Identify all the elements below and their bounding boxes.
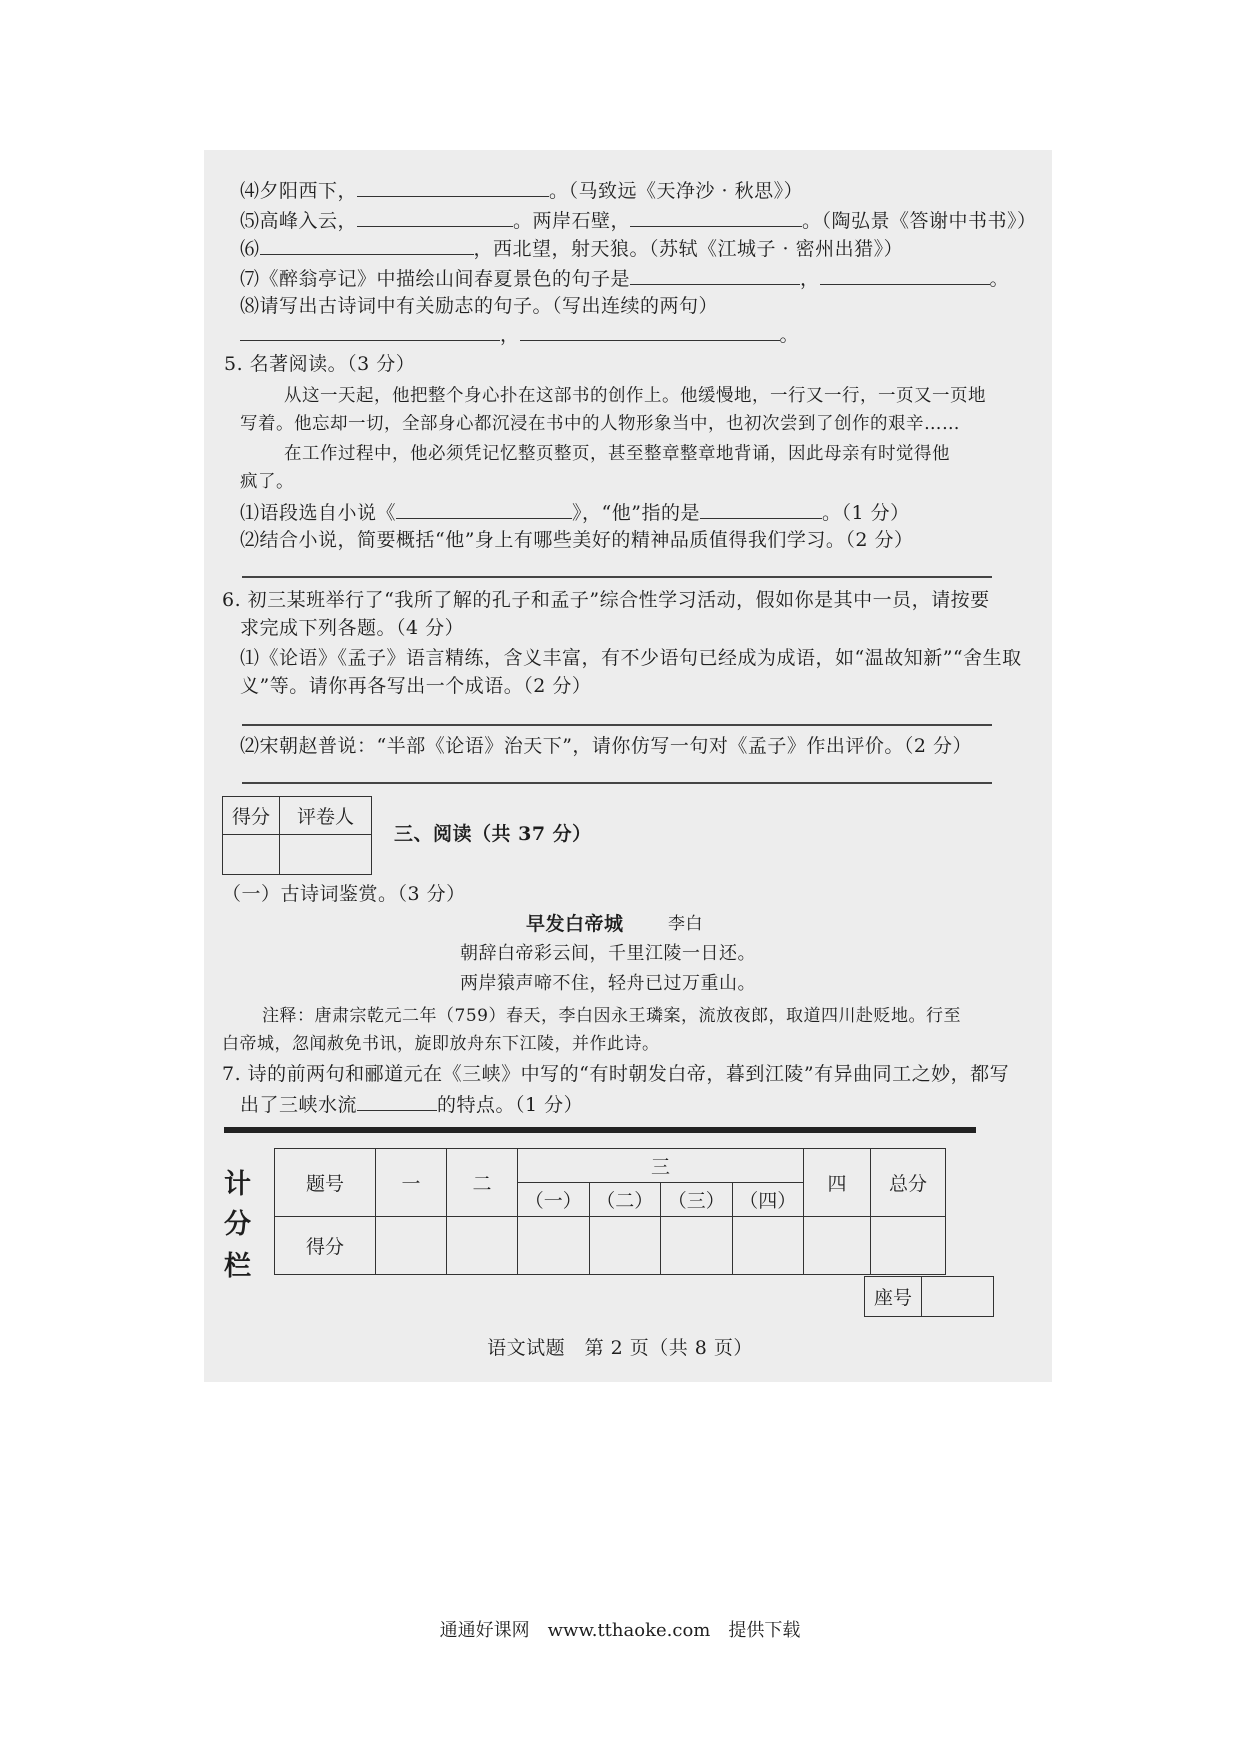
answer-blank[interactable] [357, 1092, 437, 1111]
q7-line1: 7. 诗的前两句和郦道元在《三峡》中写的“有时朝发白帝，暮到江陵”有异曲同工之妙，都写 [222, 1063, 1010, 1085]
seat-number-box [864, 1276, 994, 1317]
text: ⑷夕阳西下， [240, 180, 358, 202]
q5-passage-line: 从这一天起，他把整个身心扑在这部书的创作上。他缓慢地，一行又一行，一页又一页地 [284, 386, 986, 406]
q6-line1: 6. 初三某班举行了“我所了解的孔子和孟子”综合性学习活动，假如你是其中一员，请按要 [222, 589, 990, 611]
poem-line: 两岸猿声啼不住，轻舟已过万重山。 [460, 973, 756, 994]
tally-table [274, 1148, 946, 1275]
tally-score-cell[interactable] [447, 1217, 518, 1275]
tally-row-label: 题号 [275, 1149, 376, 1217]
poem-author: 李白 [668, 914, 703, 934]
score-label: 得分 [223, 797, 280, 835]
tally-score-cell[interactable] [871, 1217, 946, 1275]
text: 。（陶弘景《答谢中书书》） [802, 210, 1037, 232]
answer-blank[interactable] [820, 266, 990, 285]
answer-blank[interactable] [630, 266, 800, 285]
section3-sub1: （一）古诗词鉴赏。（3 分） [222, 883, 466, 905]
q4-line7 [240, 266, 1009, 291]
answer-blank[interactable] [630, 208, 802, 227]
answer-line[interactable] [242, 782, 992, 784]
seat-cell[interactable] [922, 1277, 994, 1317]
answer-line[interactable] [242, 576, 992, 578]
score-cell[interactable] [223, 835, 280, 875]
seat-label: 座号 [865, 1277, 922, 1317]
q5-passage-line: 在工作过程中，他必须凭记忆整页整页，甚至整章整章地背诵，因此母亲有时觉得他 [284, 444, 950, 464]
download-footer: 通通好课网 www.tthaoke.com 提供下载 [439, 1620, 801, 1641]
text: 。（1 分） [821, 502, 910, 524]
tally-side-char: 分 [224, 1209, 251, 1240]
tally-subcol: （一） [518, 1183, 590, 1217]
q7-line2 [240, 1092, 583, 1117]
text: ⑺《醉翁亭记》中描绘山间春夏景色的句子是 [240, 268, 631, 290]
text: 》，“他”指的是 [572, 502, 700, 524]
answer-blank[interactable] [357, 178, 549, 197]
text: ，西北望，射天狼。（苏轼《江城子 · 密州出猎》） [473, 238, 904, 260]
q4-line5 [240, 208, 1037, 233]
score-grader-box [222, 796, 372, 875]
text: ， [800, 268, 820, 290]
answer-blank[interactable] [357, 208, 513, 227]
text: 的特点。（1 分） [437, 1094, 584, 1116]
tally-score-cell[interactable] [518, 1217, 590, 1275]
tally-row-label: 得分 [275, 1217, 376, 1275]
tally-score-cell[interactable] [589, 1217, 661, 1275]
q6-sub1-line1: ⑴《论语》《孟子》语言精练，含义丰富，有不少语句已经成为成语，如“温故知新”“舍生取 [240, 647, 1022, 669]
tally-col: 总分 [871, 1149, 946, 1217]
poem-title: 早发白帝城 [526, 913, 624, 935]
answer-line[interactable] [242, 724, 992, 726]
tally-score-cell[interactable] [661, 1217, 733, 1275]
q5-passage-line: 写着。他忘却一切，全部身心都沉浸在书中的人物形象当中，也初次尝到了创作的艰辛…… [240, 414, 960, 434]
tally-col: 二 [447, 1149, 518, 1217]
tally-side-char: 计 [224, 1169, 251, 1200]
tally-subcol: （三） [661, 1183, 733, 1217]
q5-title: 5. 名著阅读。（3 分） [224, 353, 416, 375]
q6-line2: 求完成下列各题。（4 分） [240, 617, 465, 639]
answer-blank[interactable] [260, 236, 474, 255]
q5-sub2: ⑵结合小说，简要概括“他”身上有哪些美好的精神品质值得我们学习。（2 分） [240, 529, 914, 551]
text: ⑹ [240, 238, 260, 260]
tally-subcol: （四） [732, 1183, 804, 1217]
text: 。 [989, 268, 1010, 290]
tally-score-cell[interactable] [732, 1217, 804, 1275]
tally-subcol: （二） [589, 1183, 661, 1217]
tally-side-char: 栏 [224, 1251, 251, 1282]
text: ， [500, 324, 520, 346]
page-number-footer: 语文试题 第 2 页（共 8 页） [487, 1337, 753, 1359]
q6-sub2: ⑵宋朝赵普说：“半部《论语》治天下”，请你仿写一句对《孟子》作出评价。（2 分） [240, 735, 973, 757]
answer-blank[interactable] [240, 322, 500, 341]
answer-blank[interactable] [396, 500, 572, 519]
q4-line4 [240, 178, 803, 203]
q4-line8: ⑻请写出古诗词中有关励志的句子。（写出连续的两句） [240, 295, 719, 317]
tally-col: 四 [804, 1149, 871, 1217]
answer-blank[interactable] [520, 322, 780, 341]
grader-cell[interactable] [280, 835, 372, 875]
text: 出了三峡水流 [240, 1094, 358, 1116]
text: 。（马致远《天净沙 · 秋思》） [549, 180, 804, 202]
grader-label: 评卷人 [280, 797, 372, 835]
tally-score-cell[interactable] [804, 1217, 871, 1275]
text: 。 [779, 324, 800, 346]
q4-line6 [240, 236, 903, 261]
section3-title: 三、阅读（共 37 分） [394, 823, 592, 845]
poem-note-line: 注释：唐肃宗乾元二年（759）春天，李白因永王璘案，流放夜郎，取道四川赴贬地。行至 [262, 1006, 961, 1026]
q6-sub1-line2: 义”等。请你再各写出一个成语。（2 分） [240, 675, 592, 697]
text: ⑴语段选自小说《 [240, 502, 397, 524]
q4-line8-answer [240, 322, 799, 347]
text: 。两岸石壁， [513, 210, 631, 232]
q5-passage-line: 疯了。 [240, 472, 294, 492]
answer-blank[interactable] [700, 500, 822, 519]
poem-line: 朝辞白帝彩云间，千里江陵一日还。 [460, 943, 756, 964]
text: ⑸高峰入云， [240, 210, 358, 232]
divider [224, 1127, 976, 1133]
tally-col: 一 [376, 1149, 447, 1217]
q5-sub1 [240, 500, 910, 525]
tally-score-cell[interactable] [376, 1217, 447, 1275]
poem-note-line: 白帝城，忽闻赦免书讯，旋即放舟东下江陵，并作此诗。 [222, 1034, 660, 1054]
tally-col: 三 [518, 1149, 804, 1183]
